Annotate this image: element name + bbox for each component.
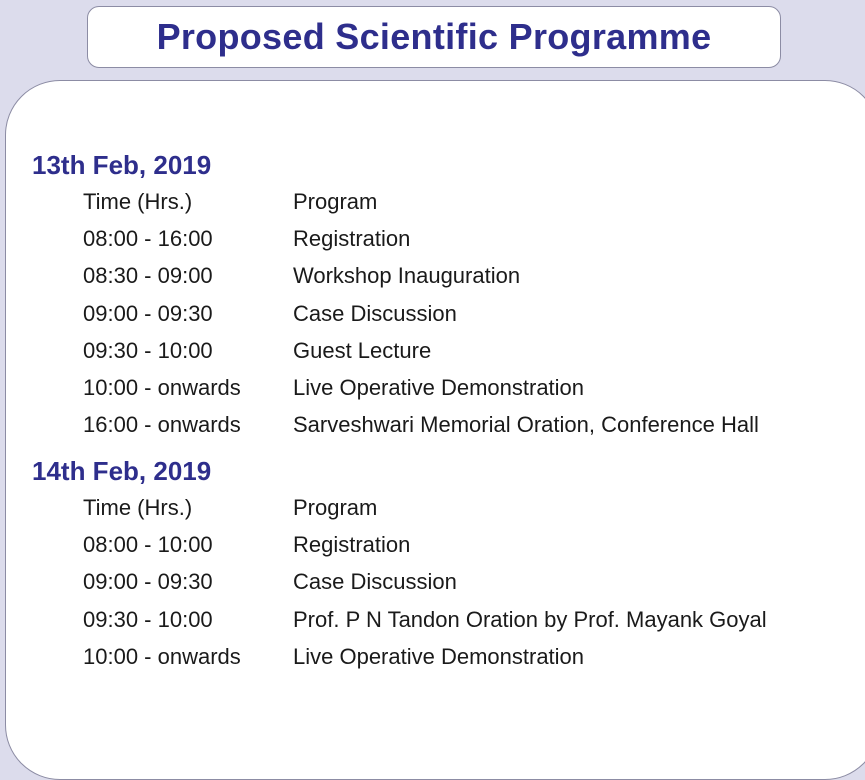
day-heading: 14th Feb, 2019 — [32, 456, 212, 486]
table-header-row — [32, 183, 378, 220]
program-cell: Workshop Inauguration — [293, 263, 521, 289]
time-cell: 09:00 - 09:30 — [83, 300, 213, 326]
time-cell: 16:00 - onwards — [83, 412, 241, 438]
time-cell: 09:30 - 10:00 — [83, 606, 213, 632]
program-cell: Case Discussion — [293, 569, 457, 595]
time-column-header: Time (Hrs.) — [83, 495, 193, 520]
day-section-1 — [32, 147, 759, 443]
table-row — [32, 563, 457, 600]
program-cell: Sarveshwari Memorial Oration, Conference Hall — [293, 412, 759, 438]
program-cell: Case Discussion — [293, 300, 457, 326]
title-banner — [87, 6, 781, 68]
program-cell: Live Operative Demonstration — [293, 643, 585, 669]
program-cell: Guest Lecture — [293, 337, 432, 363]
table-row — [32, 638, 585, 675]
table-row — [32, 369, 585, 406]
table-row — [32, 295, 457, 332]
time-cell: 08:00 - 10:00 — [83, 532, 213, 558]
time-cell: 09:00 - 09:30 — [83, 569, 213, 595]
program-cell: Prof. P N Tandon Oration by Prof. Mayank Goyal — [293, 606, 767, 632]
program-cell: Live Operative Demonstration — [293, 374, 585, 400]
time-cell: 08:30 - 09:00 — [83, 263, 213, 289]
time-cell: 08:00 - 16:00 — [83, 226, 213, 252]
program-cell: Registration — [293, 226, 411, 252]
program-column-header: Program — [293, 495, 378, 520]
day-section-2 — [32, 453, 767, 675]
program-cell: Registration — [293, 532, 411, 558]
program-column-header: Program — [293, 189, 378, 214]
day-heading: 13th Feb, 2019 — [32, 150, 212, 180]
table-row — [32, 601, 767, 638]
table-row — [32, 526, 411, 563]
time-cell: 10:00 - onwards — [83, 374, 241, 400]
schedule-table — [32, 489, 767, 675]
table-row — [32, 406, 759, 443]
page-title: Proposed Scientific Programme — [156, 16, 712, 57]
schedule-table — [32, 183, 759, 443]
table-header-row — [32, 489, 378, 526]
time-cell: 10:00 - onwards — [83, 643, 241, 669]
time-column-header: Time (Hrs.) — [83, 189, 193, 214]
table-row — [32, 332, 432, 369]
table-row — [32, 220, 411, 257]
time-cell: 09:30 - 10:00 — [83, 337, 213, 363]
table-row — [32, 257, 521, 294]
